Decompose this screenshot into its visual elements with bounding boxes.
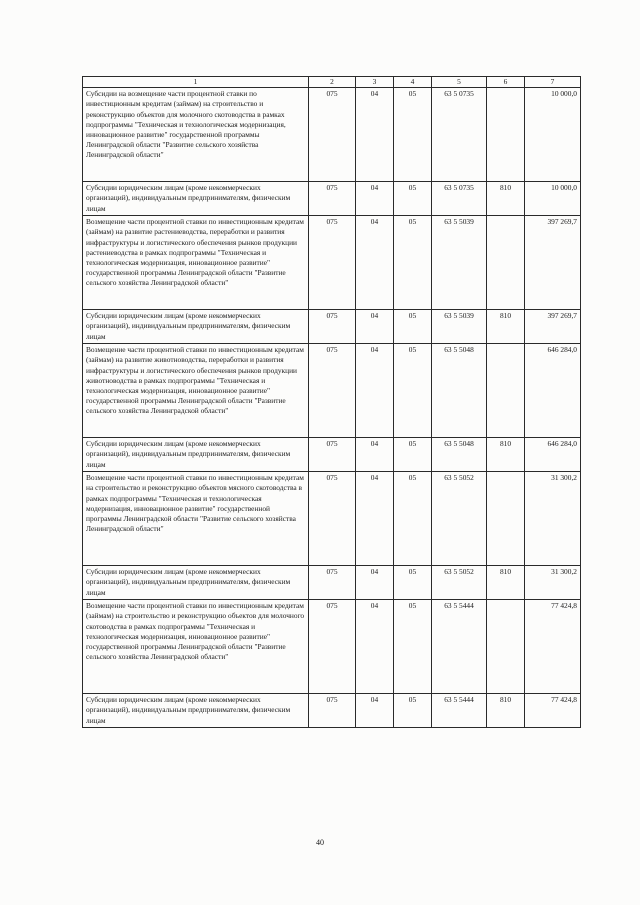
expense-type-cell [487,344,525,438]
description-cell: Субсидии юридическим лицам (кроме некоммерческих организаций), индивидуальным предпринимателям, физическим лицам [83,438,309,472]
column-header-4: 4 [394,77,432,88]
expense-type-cell: 810 [487,694,525,728]
subsection-cell: 05 [394,438,432,472]
target-article-cell: 63 5 0735 [432,182,487,216]
ministry-code-cell: 075 [309,566,356,600]
ministry-code-cell: 075 [309,600,356,694]
ministry-code-cell: 075 [309,216,356,310]
section-cell: 04 [356,600,394,694]
subsection-cell: 05 [394,566,432,600]
subsection-cell: 05 [394,216,432,310]
description-cell: Субсидии юридическим лицам (кроме некоммерческих организаций), индивидуальным предпринимателям, физическим лицам [83,566,309,600]
expense-type-cell: 810 [487,182,525,216]
description-cell: Возмещение части процентной ставки по инвестиционным кредитам (займам) на развитие животноводства, переработки и развития инфраструктуры и логистического обеспечения рынков продукции животноводства в рамках подпрограммы "Техническая и технологическая модернизация, инновационное развитие" государственной программы Ленинградской области "Развитие сельского хозяйства Ленинградской области" [83,344,309,438]
column-header-1: 1 [83,77,309,88]
section-cell: 04 [356,438,394,472]
description-cell: Субсидии на возмещение части процентной ставки по инвестиционным кредитам (займам) на строительство и реконструкцию объектов для молочного скотоводства в рамках подпрограммы "Техническая и технологическая модернизация, инновационное развитие" государственной программы Ленинградской области "Развитие сельского хозяйства Ленинградской области" [83,88,309,182]
target-article-cell: 63 5 5052 [432,566,487,600]
ministry-code-cell: 075 [309,438,356,472]
table-row [83,216,581,310]
expense-type-cell [487,88,525,182]
target-article-cell: 63 5 0735 [432,88,487,182]
subsection-cell: 05 [394,344,432,438]
subsection-cell: 05 [394,310,432,344]
table-row [83,438,581,472]
subsection-cell: 05 [394,88,432,182]
section-cell: 04 [356,310,394,344]
description-cell: Субсидии юридическим лицам (кроме некоммерческих организаций), индивидуальным предпринимателям, физическим лицам [83,694,309,728]
ministry-code-cell: 075 [309,694,356,728]
amount-cell: 77 424,8 [525,694,581,728]
table-header-row [83,77,581,88]
description-cell: Возмещение части процентной ставки по инвестиционным кредитам (займам) на строительство и реконструкцию объектов для молочного скотоводства в рамках подпрограммы "Техническая и технологическая модернизация, инновационное развитие" государственной программы Ленинградской области "Развитие сельского хозяйства Ленинградской области" [83,600,309,694]
target-article-cell: 63 5 5048 [432,344,487,438]
target-article-cell: 63 5 5039 [432,310,487,344]
amount-cell: 646 284,0 [525,438,581,472]
expense-type-cell [487,216,525,310]
table-row [83,88,581,182]
section-cell: 04 [356,88,394,182]
amount-cell: 10 000,0 [525,88,581,182]
subsection-cell: 05 [394,472,432,566]
table-row [83,694,581,728]
ministry-code-cell: 075 [309,182,356,216]
table-row [83,344,581,438]
ministry-code-cell: 075 [309,88,356,182]
description-cell: Субсидии юридическим лицам (кроме некоммерческих организаций), индивидуальным предпринимателям, физическим лицам [83,182,309,216]
subsection-cell: 05 [394,694,432,728]
expense-type-cell: 810 [487,310,525,344]
section-cell: 04 [356,472,394,566]
amount-cell: 77 424,8 [525,600,581,694]
expense-type-cell: 810 [487,438,525,472]
amount-cell: 397 269,7 [525,216,581,310]
page-number: 40 [316,838,324,847]
ministry-code-cell: 075 [309,344,356,438]
target-article-cell: 63 5 5039 [432,216,487,310]
table-row [83,566,581,600]
table-row [83,310,581,344]
target-article-cell: 63 5 5048 [432,438,487,472]
expense-type-cell [487,600,525,694]
column-header-3: 3 [356,77,394,88]
target-article-cell: 63 5 5052 [432,472,487,566]
description-cell: Субсидии юридическим лицам (кроме некоммерческих организаций), индивидуальным предпринимателям, физическим лицам [83,310,309,344]
amount-cell: 10 000,0 [525,182,581,216]
section-cell: 04 [356,566,394,600]
subsection-cell: 05 [394,182,432,216]
ministry-code-cell: 075 [309,310,356,344]
section-cell: 04 [356,344,394,438]
table-row [83,182,581,216]
expense-type-cell [487,472,525,566]
description-cell: Возмещение части процентной ставки по инвестиционным кредитам (займам) на развитие растениеводства, переработки и развития инфраструктуры и логистического обеспечения рынков продукции растениеводства в рамках подпрограммы "Техническая и технологическая модернизация, инновационное развитие" государственной программы Ленинградской области "Развитие сельского хозяйства Ленинградской области" [83,216,309,310]
subsection-cell: 05 [394,600,432,694]
amount-cell: 31 300,2 [525,566,581,600]
description-cell: Возмещение части процентной ставки по инвестиционным кредитам на строительство и реконструкцию объектов мясного скотоводства в рамках подпрограммы "Техническая и технологическая модернизация, инновационное развитие" государственной программы Ленинградской области "Развитие сельского хозяйства Ленинградской области" [83,472,309,566]
section-cell: 04 [356,216,394,310]
column-header-7: 7 [525,77,581,88]
amount-cell: 397 269,7 [525,310,581,344]
column-header-2: 2 [309,77,356,88]
target-article-cell: 63 5 5444 [432,694,487,728]
target-article-cell: 63 5 5444 [432,600,487,694]
amount-cell: 31 300,2 [525,472,581,566]
table-row [83,472,581,566]
ministry-code-cell: 075 [309,472,356,566]
section-cell: 04 [356,182,394,216]
column-header-6: 6 [487,77,525,88]
section-cell: 04 [356,694,394,728]
column-header-5: 5 [432,77,487,88]
expense-type-cell: 810 [487,566,525,600]
budget-table [82,76,581,728]
amount-cell: 646 284,0 [525,344,581,438]
table-row [83,600,581,694]
